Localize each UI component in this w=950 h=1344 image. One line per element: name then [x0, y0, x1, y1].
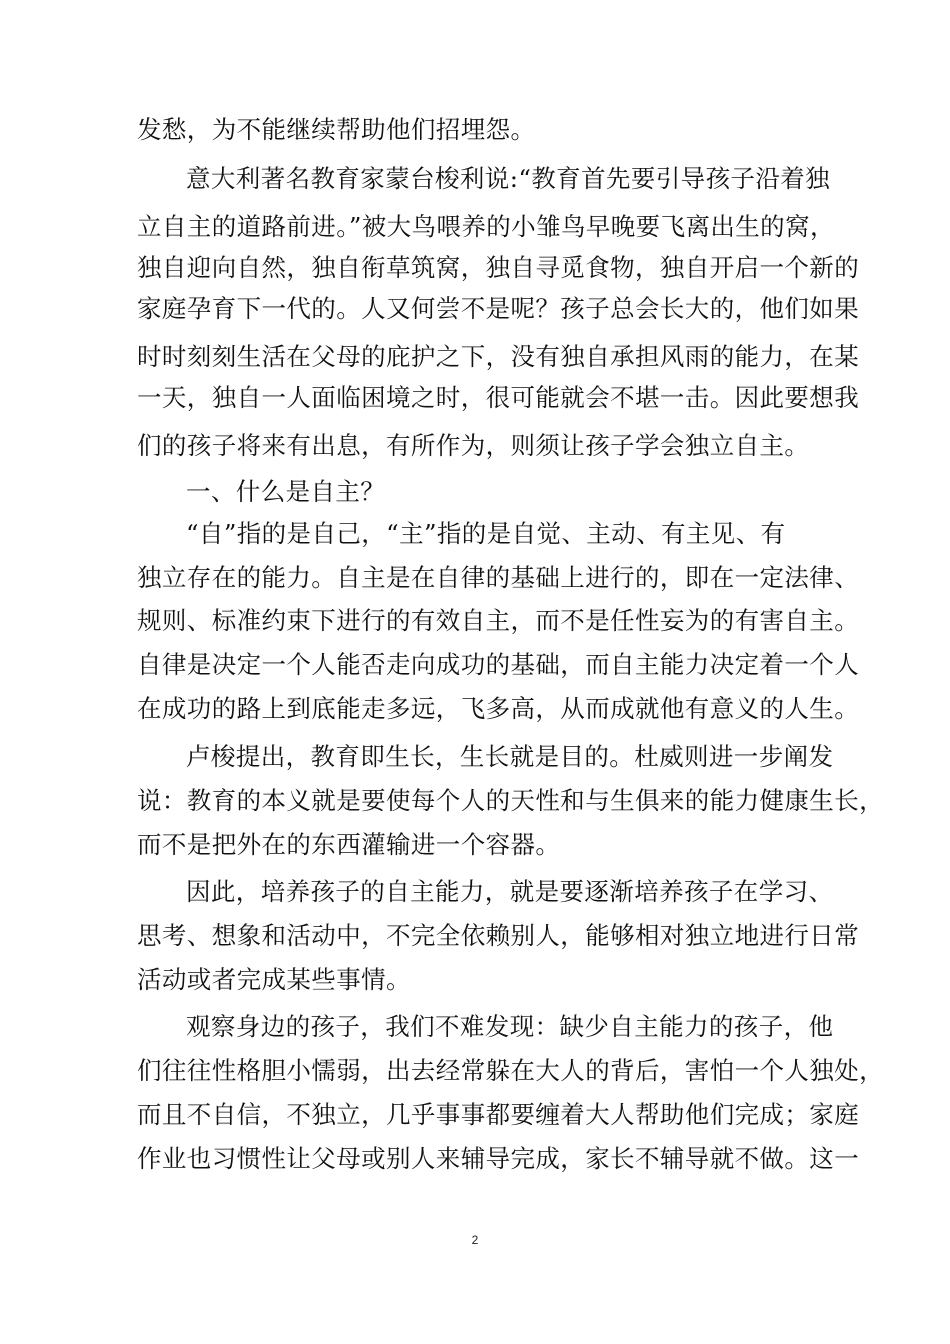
text-line: 一天，独自一人面临困境之时，很可能就会不堪一击。因此要想我 — [137, 383, 860, 412]
text-line: 而且不自信，不独立，几乎事事都要缠着大人帮助他们完成；家庭 — [137, 1100, 860, 1129]
text-line: 独立存在的能力。自主是在自律的基础上进行的，即在一定法律、 — [137, 563, 860, 592]
text-line: 因此，培养孩子的自主能力，就是要逐渐培养孩子在学习、 — [186, 877, 834, 906]
text-line: 作业也习惯性让父母或别人来辅导完成，家长不辅导就不做。这一 — [137, 1144, 860, 1173]
text-line: 自律是决定一个人能否走向成功的基础，而自主能力决定着一个人 — [137, 650, 860, 679]
text-line: “自”指的是自己，“主”指的是自觉、主动、有主见、有 — [186, 519, 786, 548]
text-line: 们的孩子将来有出息，有所作为，则须让孩子学会独立自主。 — [137, 431, 810, 460]
text-line: 时时刻刻生活在父母的庇护之下，没有独自承担风雨的能力，在某 — [137, 342, 860, 371]
text-line: 独自迎向自然，独自衔草筑窝，独自寻觅食物，独自开启一个新的 — [137, 253, 860, 282]
text-line: 立自主的道路前进。”被大鸟喂养的小雏鸟早晚要飞离出生的窝， — [137, 212, 835, 241]
page-number: 2 — [471, 1233, 479, 1247]
text-line: 思考、想象和活动中，不完全依赖别人，能够相对独立地进行日常 — [137, 921, 860, 950]
text-line: 活动或者完成某些事情。 — [137, 965, 411, 994]
text-line: 家庭孕育下一代的。人又何尝不是呢？孩子总会长大的，他们如果 — [137, 294, 860, 323]
text-line: 说：教育的本义就是要使每个人的天性和与生俱来的能力健康生长， — [137, 786, 884, 815]
text-line: 在成功的路上到底能走多远，飞多高，从而成就他有意义的人生。 — [137, 694, 860, 723]
text-line: 意大利著名教育家蒙台梭利说:“教育首先要引导孩子沿着独 — [186, 164, 831, 193]
text-line: 规则、标准约束下进行的有效自主，而不是任性妄为的有害自主。 — [137, 606, 860, 635]
section-heading: 一、什么是自主？ — [186, 477, 386, 506]
text-line: 发愁，为不能继续帮助他们招埋怨。 — [137, 115, 536, 144]
text-line: 们往往性格胆小懦弱，出去经常躲在大人的背后，害怕一个人独处， — [137, 1056, 884, 1085]
text-line: 观察身边的孩子，我们不难发现：缺少自主能力的孩子，他 — [186, 1012, 834, 1041]
text-line: 卢梭提出，教育即生长，生长就是目的。杜威则进一步阐发 — [186, 742, 834, 771]
text-line: 而不是把外在的东西灌输进一个容器。 — [137, 830, 561, 859]
